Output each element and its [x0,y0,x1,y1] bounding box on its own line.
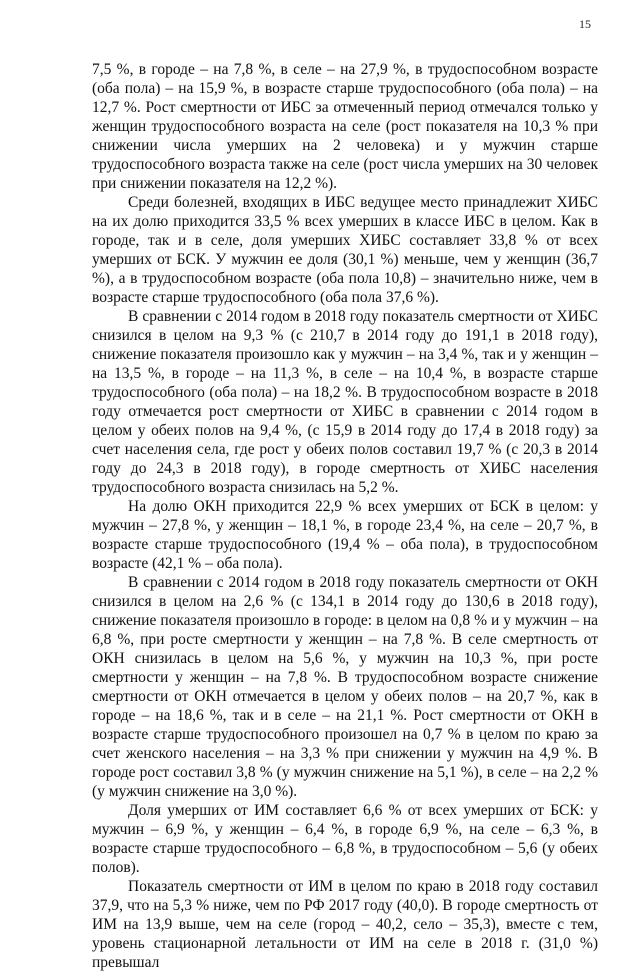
paragraph-hibs-comparison: В сравнении с 2014 годом в 2018 году показатель смертности от ХИБС снизился в целом на 9,3 % (с 210,7 в 2014 году до 191,1 в 2018 году), снижение показателя произошло как у мужчин – на 3,4 %, так и у женщин – на 13,5 %, в городе – на 11,3 %, в селе – на 10,4 %, в возрасте старше трудоспособного (оба пола) – на 18,2 %. В трудоспособном возрасте в 2018 году отмечается рост смертности от ХИБС в сравнении с 2014 годом в целом у обеих полов на 9,4 %, (с 15,9 в 2014 году до 17,4 в 2018 году) за счет населения села, где рост у обеих полов составил 19,7 % (с 20,3 в 2014 году до 24,3 в 2018 году), в городе смертность от ХИБС населения трудоспособного возраста снизилась на 5,2 %. [92,308,598,496]
body-text [92,60,598,972]
page-number: 15 [579,17,591,31]
paragraph-okn-share: На долю ОКН приходится 22,9 % всех умерших от БСК в целом: у мужчин – 27,8 %, у женщин – 18,1 %, в городе 23,4 %, на селе – 20,7 %, в возрасте старше трудоспособного (19,4 % – оба пола), в трудоспособном возрасте (42,1 % – оба пола). [92,498,598,572]
paragraph-continuation: 7,5 %, в городе – на 7,8 %, в селе – на 27,9 %, в трудоспособном возрасте (оба пола) – на 15,9 %, в возрасте старше трудоспособного (оба пола) – на 12,7 %. Рост смертности от ИБС за отмеченный период отмечался только у женщин трудоспособного возраста на селе (рост показателя на 10,3 % при снижении числа умерших на 2 человека) и у мужчин старше трудоспособного возраста также на селе (рост числа умерших на 30 человек при снижении показателя на 12,2 %). [92,61,598,192]
paragraph-okn-comparison: В сравнении с 2014 годом в 2018 году показатель смертности от ОКН снизился в целом на 2,6 % (с 134,1 в 2014 году до 130,6 в 2018 году), снижение показателя произошло в городе: в целом на 0,8 % и у мужчин – на 6,8 %, при росте смертности у женщин – на 7,8 %. В селе смертность от ОКН снизилась в целом на 5,6 %, у мужчин на 10,3 %, при росте смертности у женщин – на 7,8 %. В трудоспособном возрасте снижение смертности от ОКН отмечается в целом у обеих полов – на 20,7 %, как в городе – на 18,6 %, так и в селе – на 21,1 %. Рост смертности от ОКН в возрасте старше трудоспособного произошел на 0,7 % в целом по краю за счет женского населения – на 3,3 % при снижении у мужчин на 4,9 %. В городе рост составил 3,8 % (у мужчин снижение на 5,1 %), в селе – на 2,2 % (у мужчин снижение на 3,0 %). [92,574,598,800]
paragraph-hibs-share: Среди болезней, входящих в ИБС ведущее место принадлежит ХИБС на их долю приходится 33,5 % всех умерших в классе ИБС в целом. Как в городе, так и в селе, доля умерших ХИБС составляет 33,8 % от всех умерших от БСК. У мужчин ее доля (30,1 %) меньше, чем у женщин (36,7 %), а в трудоспособном возрасте (оба пола 10,8) – значительно ниже, чем в возрасте старше трудоспособного (оба пола 37,6 %). [92,194,598,306]
paragraph-im-mortality: Показатель смертности от ИМ в целом по краю в 2018 году составил 37,9, что на 5,3 % ниже, чем по РФ 2017 году (40,0). В городе смертность от ИМ на 13,9 выше, чем на селе (город – 40,2, село – 35,3), вместе с тем, уровень стационарной летальности от ИМ на селе в 2018 г. (31,0 %) превышал [92,878,598,971]
paragraph-im-share: Доля умерших от ИМ составляет 6,6 % от всех умерших от БСК: у мужчин – 6,9 %, у женщин – 6,4 %, в городе 6,9 %, на селе – 6,3 %, в возрасте старше трудоспособного – 6,8 %, в трудоспособном – 5,6 (у обеих полов). [92,802,598,876]
